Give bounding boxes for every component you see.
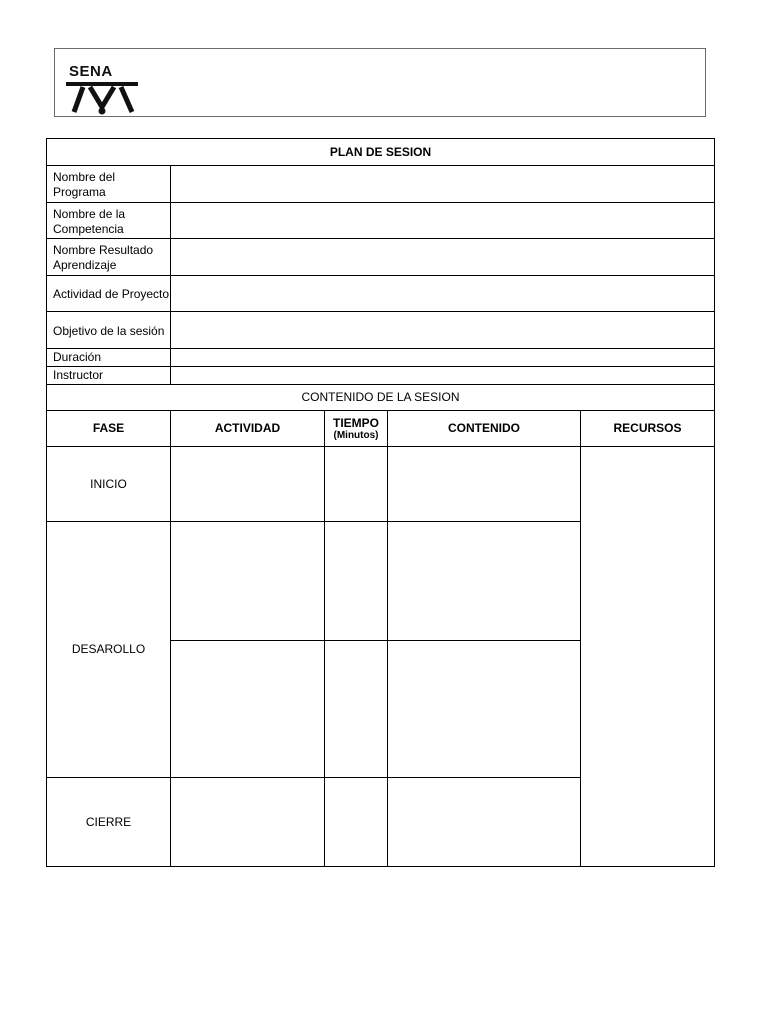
- desarrollo-contenido-cell-1[interactable]: [388, 522, 581, 641]
- column-header-tiempo: [325, 411, 388, 447]
- column-header-contenido: CONTENIDO: [388, 411, 581, 447]
- desarrollo-actividad-cell-2[interactable]: [171, 641, 325, 778]
- field-value-objetivo[interactable]: [171, 312, 715, 349]
- field-label-instructor: Instructor: [47, 367, 171, 385]
- field-label-actividad-proyecto: Actividad de Proyecto: [47, 276, 171, 312]
- inicio-actividad-cell[interactable]: [171, 447, 325, 522]
- field-value-competencia[interactable]: [171, 203, 715, 239]
- field-label-resultado: Nombre Resultado Aprendizaje: [47, 239, 171, 276]
- column-header-tiempo-label: TIEMPO: [332, 416, 379, 430]
- column-header-tiempo-unit: (Minutos): [333, 430, 379, 441]
- phase-inicio: INICIO: [47, 447, 171, 522]
- desarrollo-contenido-cell-2[interactable]: [388, 641, 581, 778]
- column-header-actividad: ACTIVIDAD: [171, 411, 325, 447]
- field-value-actividad-proyecto[interactable]: [171, 276, 715, 312]
- desarrollo-actividad-cell-1[interactable]: [171, 522, 325, 641]
- inicio-contenido-cell[interactable]: [388, 447, 581, 522]
- field-value-duracion[interactable]: [171, 349, 715, 367]
- section-title: CONTENIDO DE LA SESION: [47, 385, 715, 411]
- field-label-programa: Nombre del Programa: [47, 166, 171, 203]
- field-label-duracion: Duración: [47, 349, 171, 367]
- document-header: [54, 48, 706, 117]
- sena-logo: [66, 63, 140, 115]
- plan-title: PLAN DE SESION: [47, 139, 715, 166]
- phase-cierre: CIERRE: [47, 778, 171, 867]
- recursos-cell[interactable]: [581, 447, 715, 867]
- logo-text: SENA: [69, 63, 113, 80]
- field-label-objetivo: Objetivo de la sesión: [47, 312, 171, 349]
- cierre-actividad-cell[interactable]: [171, 778, 325, 867]
- cierre-tiempo-cell[interactable]: [325, 778, 388, 867]
- column-header-recursos: RECURSOS: [581, 411, 715, 447]
- inicio-tiempo-cell[interactable]: [325, 447, 388, 522]
- field-value-resultado[interactable]: [171, 239, 715, 276]
- phase-desarrollo: DESAROLLO: [47, 522, 171, 778]
- field-value-programa[interactable]: [171, 166, 715, 203]
- session-plan-table: [46, 138, 715, 867]
- column-header-fase: FASE: [47, 411, 171, 447]
- field-label-competencia: Nombre de la Competencia: [47, 203, 171, 239]
- desarrollo-tiempo-cell-2[interactable]: [325, 641, 388, 778]
- desarrollo-tiempo-cell-1[interactable]: [325, 522, 388, 641]
- cierre-contenido-cell[interactable]: [388, 778, 581, 867]
- field-value-instructor[interactable]: [171, 367, 715, 385]
